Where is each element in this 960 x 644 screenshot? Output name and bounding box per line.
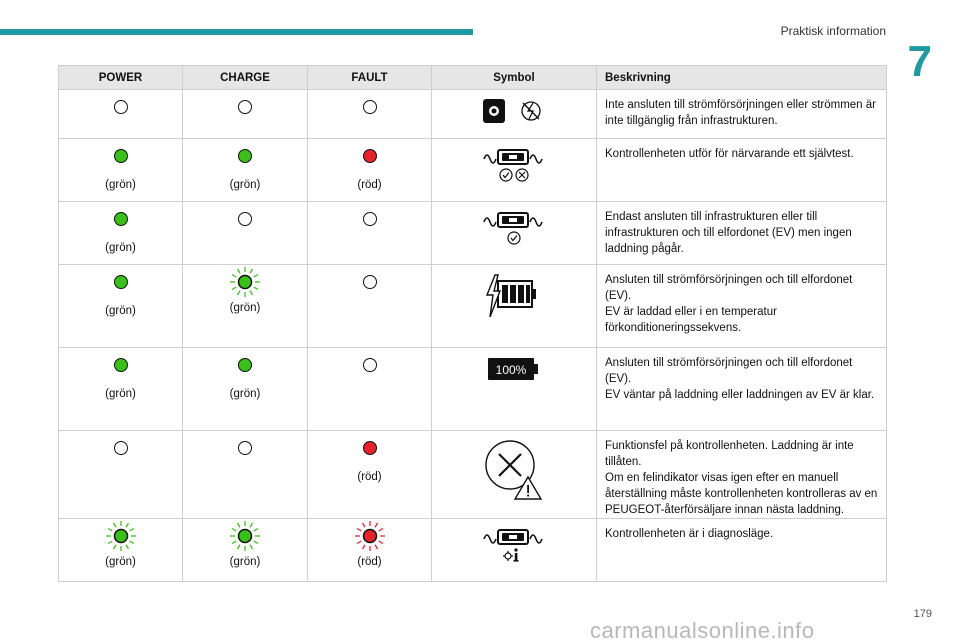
power-led-green-icon [114, 358, 128, 372]
charge-led-cell [183, 202, 308, 265]
column-header-power: POWER [59, 66, 183, 90]
power-led-off-icon [114, 441, 128, 455]
battery-charging-icon [432, 265, 596, 321]
power-led-green-icon [114, 212, 128, 226]
charge-led-cell [183, 90, 308, 139]
description-text: Inte ansluten till strömförsörjningen eller strömmen är inte tillgänglig från infrastrukturen. [605, 99, 877, 127]
symbol-cell [432, 202, 597, 265]
description-cell [597, 431, 887, 519]
description-cell [597, 90, 887, 139]
column-header-description: Beskrivning [597, 66, 887, 90]
header-accent-bar [0, 29, 473, 35]
description-text: Funktionsfel på kontrollenheten. Laddning är inte tillåten. Om en felindikator visas igen efter en manuell återställning måste kontrollenheten kontrolleras av en PEUGEOT-återförsäljare innan nästa laddning. [605, 440, 878, 516]
charge-led-cell [183, 519, 308, 582]
cable-diagnostic-icon [432, 519, 596, 565]
charge-led-color-label: (grön) [229, 179, 261, 191]
fault-led-red-icon [363, 149, 377, 163]
fault-led-off-icon [363, 212, 377, 226]
cable-check-icon [432, 202, 596, 248]
charge-led-cell [183, 348, 308, 431]
charge-led-blinking-green-icon [229, 266, 261, 298]
power-led-cell [59, 519, 183, 582]
fault-led-cell [308, 519, 432, 582]
battery-percent-text: 100% [495, 363, 527, 377]
fault-led-cell [308, 265, 432, 348]
description-text: Ansluten till strömförsörjningen och till elfordonet (EV). EV är laddad eller i en temperatur förkonditioneringssekvens. [605, 274, 853, 334]
page-number: 179 [913, 608, 932, 620]
power-led-color-label: (grön) [105, 242, 136, 254]
charge-led-off-icon [238, 212, 252, 226]
power-led-green-icon [114, 149, 128, 163]
watermark: carmanualsonline.info [590, 618, 815, 643]
plug-and-no-power-icon [432, 90, 596, 126]
table-row [59, 139, 887, 202]
power-led-color-label: (grön) [105, 179, 136, 191]
symbol-cell [432, 348, 597, 431]
charge-led-cell [183, 139, 308, 202]
symbol-cell [432, 431, 597, 519]
description-text: Ansluten till strömförsörjningen och till elfordonet (EV). EV väntar på laddning eller laddningen av EV är klar. [605, 357, 875, 401]
charge-led-blinking-green-icon [229, 520, 261, 552]
fault-led-cell [308, 431, 432, 519]
table-header-row [59, 66, 887, 90]
power-led-blinking-green-icon [105, 520, 137, 552]
fault-led-cell [308, 90, 432, 139]
table-row [59, 348, 887, 431]
charge-led-green-icon [238, 358, 252, 372]
description-cell [597, 519, 887, 582]
charge-led-color-label: (grön) [229, 388, 261, 400]
fault-led-color-label: (röd) [357, 471, 382, 483]
charge-led-green-icon [238, 149, 252, 163]
fault-led-red-icon [363, 441, 377, 455]
description-cell [597, 202, 887, 265]
cable-check-cross-icon [432, 139, 596, 185]
fault-led-off-icon [363, 275, 377, 289]
symbol-cell [432, 139, 597, 202]
column-header-fault: FAULT [308, 66, 432, 90]
power-led-green-icon [114, 275, 128, 289]
description-text: Endast ansluten till infrastrukturen eller till infrastrukturen och till elfordonet (EV) men ingen laddning pågår. [605, 211, 852, 255]
battery-full-icon [432, 348, 596, 384]
power-led-cell [59, 265, 183, 348]
fault-cross-warning-icon [432, 431, 596, 501]
fault-led-color-label: (röd) [357, 556, 382, 568]
table-row [59, 90, 887, 139]
fault-led-blinking-red-icon [354, 520, 386, 552]
fault-led-off-icon [363, 100, 377, 114]
charge-led-off-icon [238, 100, 252, 114]
fault-led-color-label: (röd) [357, 179, 382, 191]
description-cell [597, 139, 887, 202]
symbol-cell [432, 265, 597, 348]
power-led-off-icon [114, 100, 128, 114]
section-title: Praktisk information [780, 24, 886, 38]
table-row [59, 519, 887, 582]
power-led-cell [59, 139, 183, 202]
description-cell [597, 265, 887, 348]
fault-led-cell [308, 139, 432, 202]
symbol-cell [432, 90, 597, 139]
power-led-cell [59, 431, 183, 519]
fault-led-cell [308, 348, 432, 431]
charge-led-cell [183, 265, 308, 348]
table-row [59, 431, 887, 519]
power-led-color-label: (grön) [105, 388, 136, 400]
column-header-symbol: Symbol [432, 66, 597, 90]
power-led-color-label: (grön) [105, 556, 136, 568]
description-text: Kontrollenheten är i diagnosläge. [605, 528, 774, 540]
power-led-cell [59, 348, 183, 431]
column-header-charge: CHARGE [183, 66, 308, 90]
fault-led-cell [308, 202, 432, 265]
power-led-color-label: (grön) [105, 305, 136, 317]
description-text: Kontrollenheten utför för närvarande ett självtest. [605, 148, 854, 160]
charge-led-color-label: (grön) [229, 302, 261, 314]
charge-led-cell [183, 431, 308, 519]
led-status-table [58, 65, 887, 582]
power-led-cell [59, 202, 183, 265]
table-row [59, 265, 887, 348]
symbol-cell [432, 519, 597, 582]
power-led-cell [59, 90, 183, 139]
charge-led-off-icon [238, 441, 252, 455]
table-row [59, 202, 887, 265]
charge-led-color-label: (grön) [229, 556, 261, 568]
chapter-number: 7 [907, 37, 932, 86]
fault-led-off-icon [363, 358, 377, 372]
description-cell [597, 348, 887, 431]
